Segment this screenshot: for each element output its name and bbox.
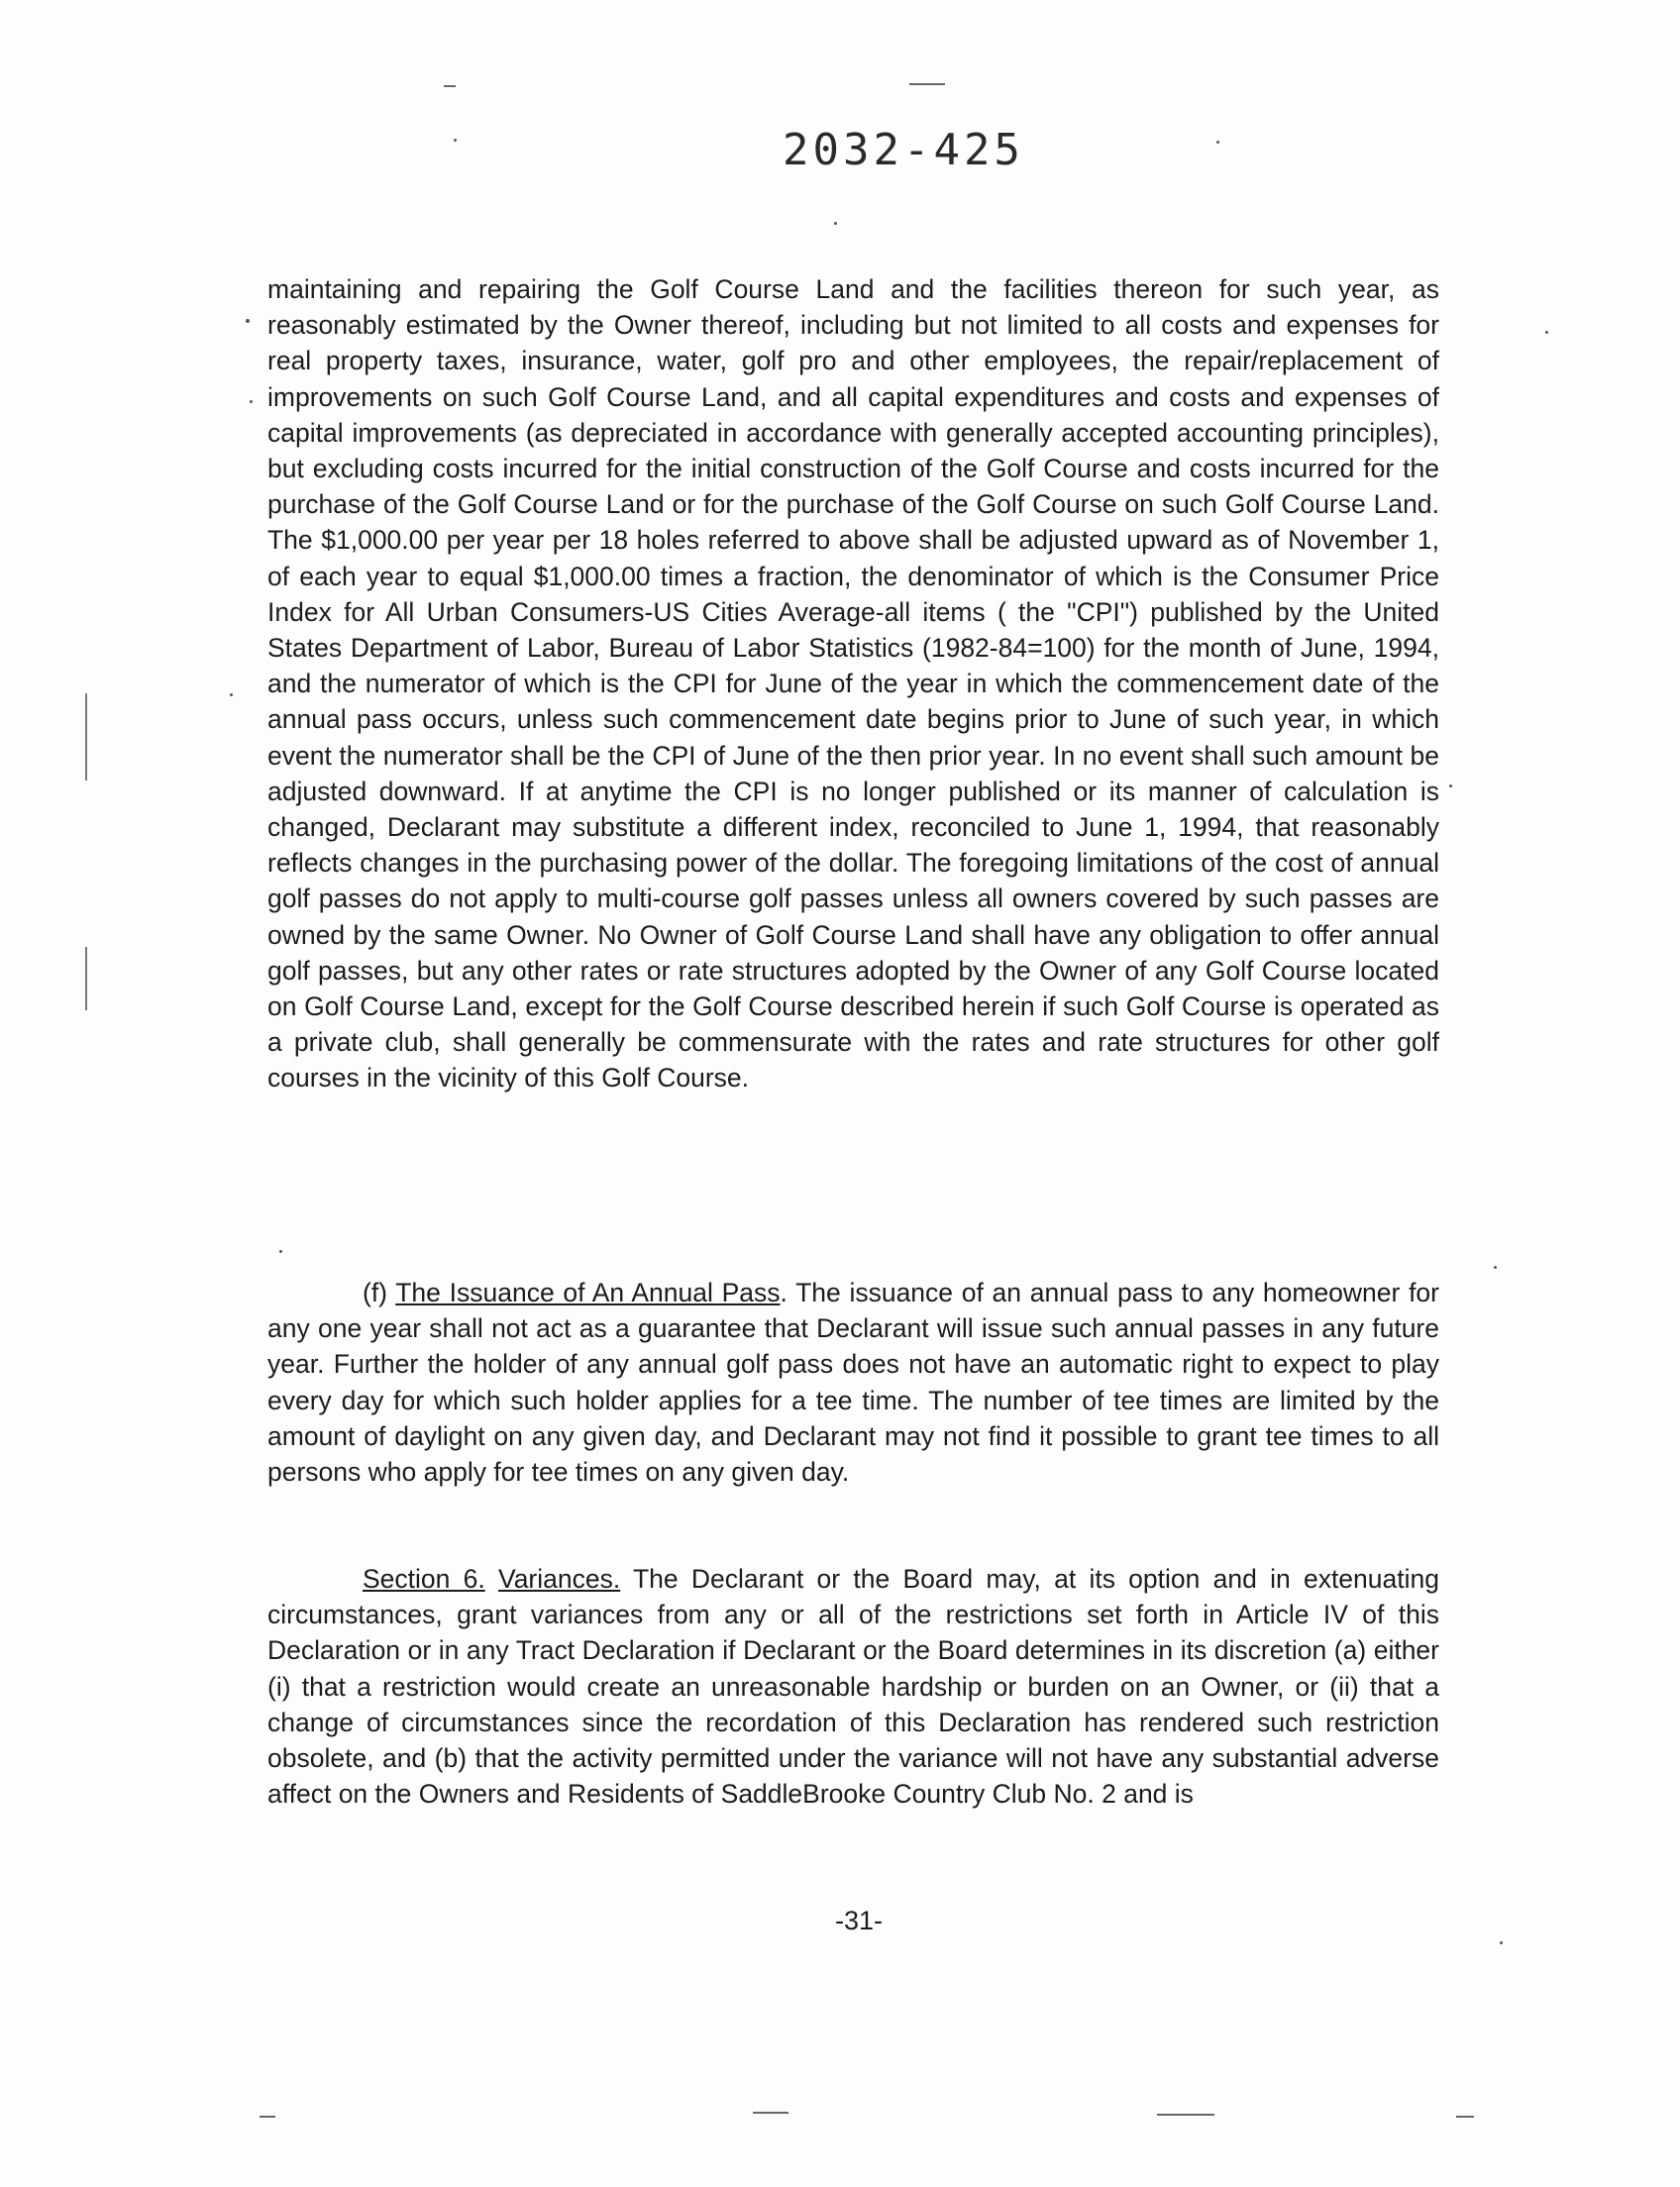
scan-speck bbox=[1449, 784, 1452, 787]
page-number: -31- bbox=[835, 1906, 884, 1935]
scan-speck bbox=[1500, 1941, 1503, 1944]
scan-dash bbox=[909, 83, 945, 85]
scan-speck bbox=[834, 222, 837, 225]
scan-margin-mark bbox=[85, 693, 87, 781]
recording-number: 2032-425 bbox=[783, 125, 1024, 175]
scan-dash bbox=[1456, 2116, 1474, 2118]
scan-speck bbox=[279, 1250, 282, 1253]
paragraph-golf-course-costs: maintaining and repairing the Golf Course Land and the facilities thereon for such year, as reasonably estimated by the Owner thereof, including but not limited to all costs and expenses for real property taxes, insurance, water, golf pro and other employees, the repair/replacement of improvements on such Golf Course Land, and all capital expenditures and costs and expenses of capital improvements (as depreciated in accordance with generally accepted accounting principles), but excluding costs incurred for the initial construction of the Golf Course and costs incurred for the purchase of the Golf Course Land or for the purchase of the Golf Course on such Golf Course Land. The $1,000.00 per year per 18 holes referred to above shall be adjusted upward as of November 1, of each year to equal $1,000.00 times a fraction, the denominator of which is the Consumer Price Index for All Urban Consumers-US Cities Average-all items ( the "CPI") published by the United States Department of Labor, Bureau of Labor Statistics (1982-84=100) for the month of June, 1994, and the numerator of which is the CPI for June of the year in which the commencement date of the annual pass occurs, unless such commencement date begins prior to June of such year, in which event the numerator shall be the CPI of June of the then prior year. In no event shall such amount be adjusted downward. If at anytime the CPI is no longer published or its manner of calculation is changed, Declarant may substitute a different index, reconciled to June 1, 1994, that reasonably reflects changes in the purchasing power of the dollar. The foregoing limitations of the cost of annual golf passes do not apply to multi-course golf passes unless all owners covered by such passes are owned by the same Owner. No Owner of Golf Course Land shall have any obligation to offer annual golf passes, but any other rates or rate structures adopted by the Owner of any Golf Course located on Golf Course Land, except for the Golf Course described herein if such Golf Course is operated as a private club, shall generally be commensurate with the rates and rate structures for other golf courses in the vicinity of this Golf Course. bbox=[267, 274, 1439, 1094]
scan-margin-mark bbox=[85, 947, 87, 1010]
scan-dash bbox=[444, 85, 456, 87]
paragraph-annual-pass bbox=[267, 1275, 1439, 1490]
variances-heading: Variances. bbox=[497, 1564, 621, 1594]
variances-text: The Declarant or the Board may, at its option and in extenuating circumstances, grant variances from any or all of the restrictions set forth in Article IV of this Declaration or in any Tract Declaration if Declarant or the Board determines in its discretion (a) either (i) that a restriction would create an unreasonable hardship or burden on an Owner, or (ii) that a change of circumstances since the recordation of this Declaration has rendered such restriction obsolete, and (b) that the activity permitted under the variance will not have any substantial adverse affect on the Owners and Residents of SaddleBrooke Country Club No. 2 and is bbox=[267, 1564, 1439, 1810]
scan-speck bbox=[454, 139, 457, 142]
annual-pass-heading: The Issuance of An Annual Pass bbox=[395, 1278, 781, 1307]
scan-dash bbox=[260, 2116, 275, 2118]
scan-dash bbox=[1157, 2114, 1214, 2116]
paragraph-variances bbox=[267, 1561, 1439, 1812]
paragraph-label: (f) bbox=[363, 1278, 388, 1307]
scan-speck bbox=[1494, 1266, 1497, 1269]
scan-speck bbox=[230, 693, 233, 696]
annual-pass-text: . The issuance of an annual pass to any homeowner for any one year shall not act as a guarantee that Declarant will issue such annual passes in any future year. Further the holder of any annual golf pass does not have an automatic right to expect to play every day for which such holder applies for a tee time. The number of tee times are limited by the amount of daylight on any given day, and Declarant may not find it possible to grant tee times to all persons who apply for tee times on any given day. bbox=[267, 1278, 1439, 1488]
section-number: Section 6. bbox=[363, 1564, 485, 1594]
scan-speck bbox=[250, 400, 253, 403]
scan-speck bbox=[246, 319, 250, 323]
scan-dash bbox=[753, 2112, 788, 2114]
scan-speck bbox=[1545, 331, 1548, 334]
scan-speck bbox=[1216, 141, 1219, 144]
